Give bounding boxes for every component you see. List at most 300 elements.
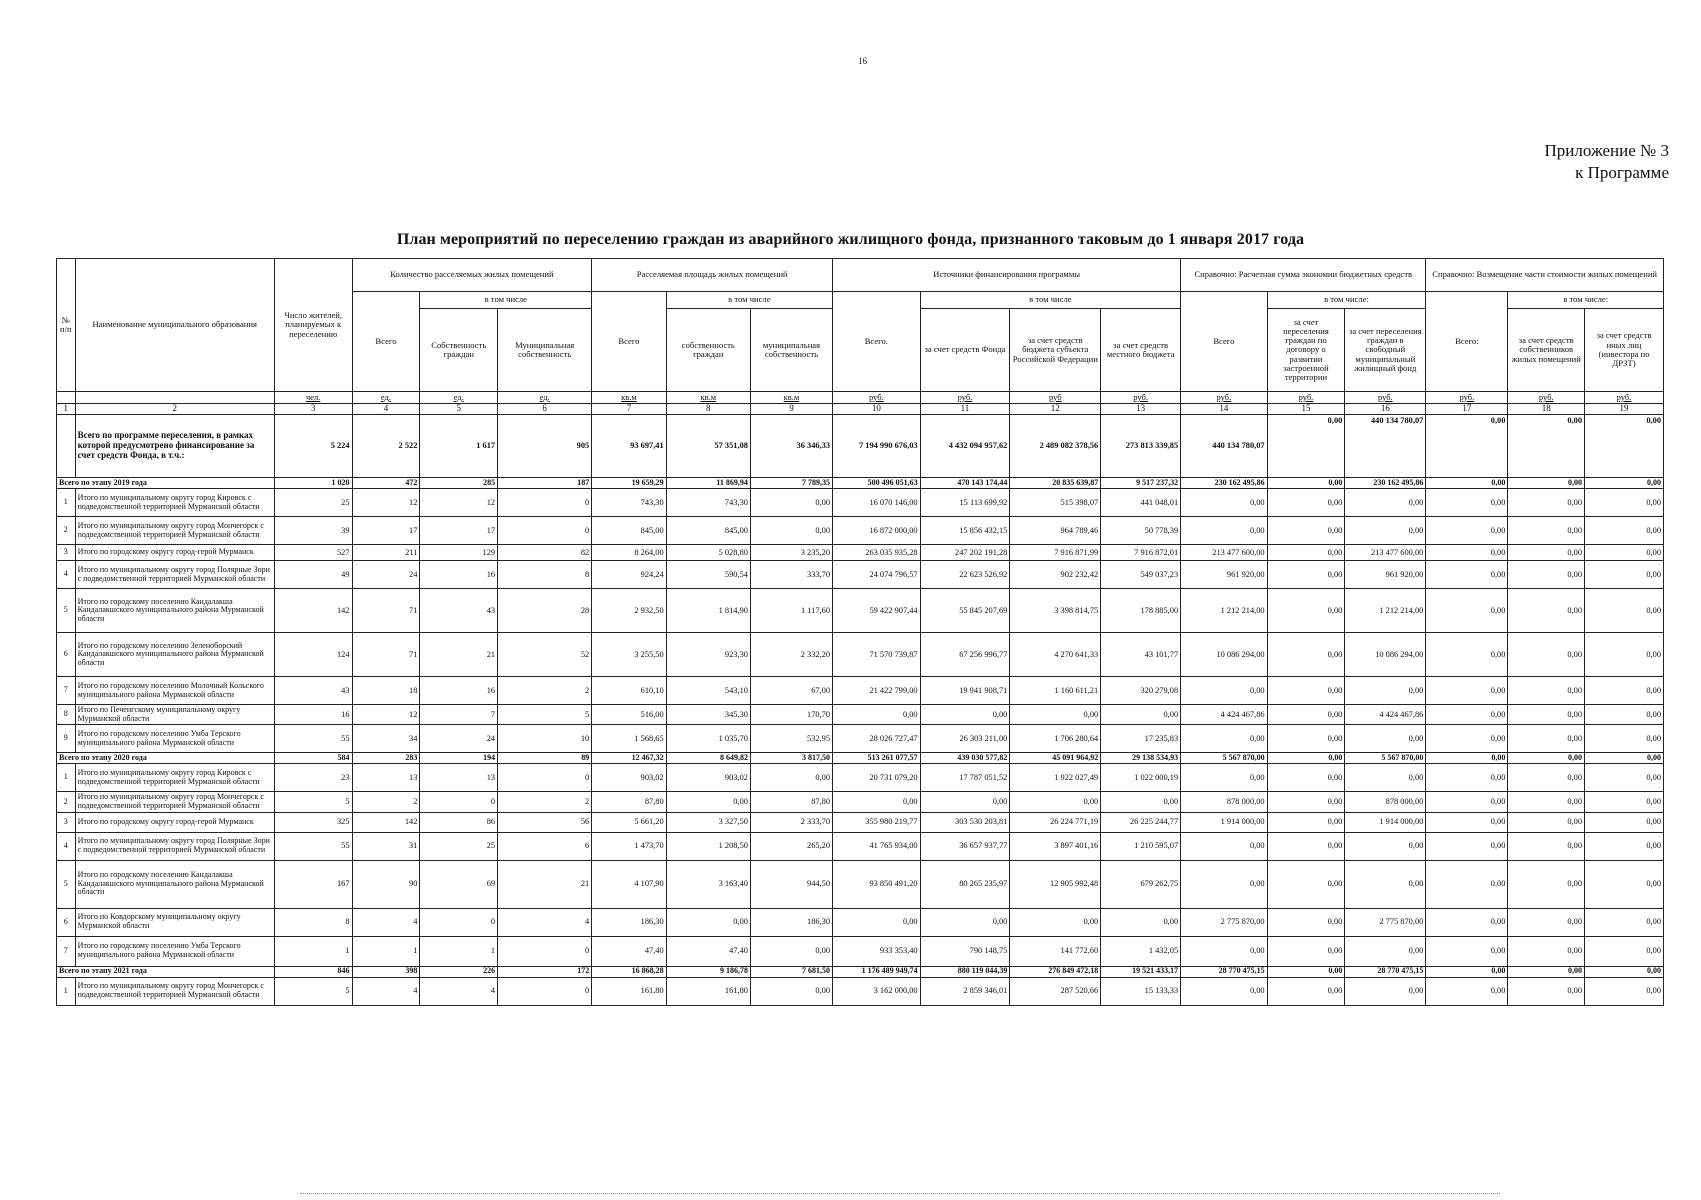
value-cell: 0,00 <box>1508 977 1585 1005</box>
value-cell: 1 160 611,21 <box>1010 677 1101 705</box>
header-refund-total: Всего: <box>1426 292 1508 392</box>
value-cell: 515 398,07 <box>1010 489 1101 517</box>
municipality-name: Итого по муниципальному округу город Мончегорск с подведомственной территорией Мурманской области <box>75 792 274 812</box>
value-cell: 303 530 203,81 <box>920 812 1010 832</box>
value-cell: 0,00 <box>1426 832 1508 860</box>
value-cell: 3 162 000,00 <box>833 977 921 1005</box>
value-cell: 333,70 <box>750 561 832 589</box>
value-cell: 0,00 <box>1181 489 1267 517</box>
value-cell: 21 <box>420 633 498 677</box>
value-cell: 1 212 214,00 <box>1345 589 1426 633</box>
table-body <box>57 415 1664 1006</box>
value-cell: 0,00 <box>1181 764 1267 792</box>
value-cell: 1 706 280,64 <box>1010 725 1101 753</box>
value-cell: 12 467,32 <box>592 753 666 764</box>
value-cell: 12 <box>420 489 498 517</box>
value-cell: 87,80 <box>750 792 832 812</box>
value-cell: 0,00 <box>1585 860 1664 908</box>
value-cell: 80 265 235,97 <box>920 860 1010 908</box>
row-index: 7 <box>57 936 76 966</box>
value-cell: 846 <box>274 966 352 977</box>
value-cell: 0,00 <box>1508 415 1585 478</box>
unit-cell: руб. <box>1345 392 1426 404</box>
value-cell: 0,00 <box>1508 753 1585 764</box>
value-cell: 4 424 467,86 <box>1181 705 1267 725</box>
value-cell: 41 765 934,00 <box>833 832 921 860</box>
value-cell: 172 <box>498 966 592 977</box>
value-cell: 2 489 082 378,56 <box>1010 415 1101 478</box>
value-cell: 743,30 <box>666 489 750 517</box>
column-number: 5 <box>420 404 498 415</box>
value-cell: 211 <box>352 545 420 561</box>
value-cell: 8 649,82 <box>666 753 750 764</box>
value-cell: 923,30 <box>666 633 750 677</box>
municipality-name: Итого по городскому округу город-герой Мурманск <box>75 545 274 561</box>
unit-cell: руб. <box>920 392 1010 404</box>
value-cell: 4 424 467,86 <box>1345 705 1426 725</box>
value-cell: 0,00 <box>750 517 832 545</box>
value-cell: 34 <box>352 725 420 753</box>
unit-cell: руб. <box>1101 392 1181 404</box>
value-cell: 10 086 294,00 <box>1181 633 1267 677</box>
value-cell: 1 914 000,00 <box>1345 812 1426 832</box>
value-cell: 8 264,00 <box>592 545 666 561</box>
header-refund-owners: за счет средств собственников жилых помещений <box>1508 309 1585 392</box>
value-cell: 213 477 600,00 <box>1181 545 1267 561</box>
value-cell: 28 <box>498 589 592 633</box>
value-cell: 0,00 <box>1010 908 1101 936</box>
appendix-line-1: Приложение № 3 <box>1544 141 1669 160</box>
value-cell: 878 000,00 <box>1345 792 1426 812</box>
value-cell: 743,30 <box>592 489 666 517</box>
value-cell: 16 868,28 <box>592 966 666 977</box>
value-cell: 0,00 <box>1267 545 1345 561</box>
value-cell: 24 074 796,57 <box>833 561 921 589</box>
value-cell: 0,00 <box>1426 977 1508 1005</box>
stage-total-row <box>57 966 1664 977</box>
row-index: 4 <box>57 561 76 589</box>
value-cell: 0,00 <box>1508 936 1585 966</box>
value-cell: 2 775 870,00 <box>1181 908 1267 936</box>
column-number: 14 <box>1181 404 1267 415</box>
value-cell: 7 789,35 <box>750 478 832 489</box>
grand-total-row <box>57 415 1664 478</box>
column-number: 19 <box>1585 404 1664 415</box>
value-cell: 5 661,20 <box>592 812 666 832</box>
value-cell: 0,00 <box>1267 725 1345 753</box>
column-number: 16 <box>1345 404 1426 415</box>
value-cell: 0 <box>420 908 498 936</box>
value-cell: 15 856 432,15 <box>920 517 1010 545</box>
value-cell: 7 681,50 <box>750 966 832 977</box>
header-econ-total: Всего <box>1181 292 1267 392</box>
value-cell: 265,20 <box>750 832 832 860</box>
header-econ-dev: за счет переселения граждан по договору о развитии застроенной территории <box>1267 309 1345 392</box>
table-row <box>57 908 1664 936</box>
value-cell: 25 <box>420 832 498 860</box>
value-cell: 19 521 433,17 <box>1101 966 1181 977</box>
appendix-label <box>1545 140 1669 184</box>
value-cell: 71 <box>352 633 420 677</box>
value-cell: 0,00 <box>1267 415 1345 478</box>
value-cell: 93 697,41 <box>592 415 666 478</box>
document-title: План мероприятий по переселению граждан из аварийного жилищного фонда, признанного таковым до 1 января 2017 года <box>396 231 1305 248</box>
value-cell: 964 789,46 <box>1010 517 1101 545</box>
value-cell: 247 202 191,28 <box>920 545 1010 561</box>
value-cell: 0,00 <box>1181 832 1267 860</box>
value-cell: 1 <box>352 936 420 966</box>
header-no: № п/п <box>57 259 76 392</box>
value-cell: 0,00 <box>1508 812 1585 832</box>
value-cell: 21 422 799,00 <box>833 677 921 705</box>
value-cell: 0,00 <box>1585 589 1664 633</box>
value-cell: 71 <box>352 589 420 633</box>
value-cell: 3 327,50 <box>666 812 750 832</box>
header-area-incl: в том числе <box>666 292 832 309</box>
row-index: 6 <box>57 633 76 677</box>
header-group-refund: Справочно: Возмещение части стоимости жилых помещений <box>1426 259 1664 292</box>
value-cell: 1 568,65 <box>592 725 666 753</box>
value-cell: 0,00 <box>1267 478 1345 489</box>
value-cell: 845,00 <box>592 517 666 545</box>
value-cell: 7 <box>420 705 498 725</box>
value-cell: 0,00 <box>1181 677 1267 705</box>
municipality-name: Итого по городскому поселению Зеленоборский Кандалакшского муниципального района Мурманской области <box>75 633 274 677</box>
value-cell: 0,00 <box>1426 966 1508 977</box>
value-cell: 0,00 <box>1101 705 1181 725</box>
value-cell: 0,00 <box>1267 977 1345 1005</box>
value-cell: 10 <box>498 725 592 753</box>
value-cell: 0,00 <box>1426 753 1508 764</box>
value-cell: 1 020 <box>274 478 352 489</box>
value-cell: 4 432 094 957,62 <box>920 415 1010 478</box>
municipality-name: Всего по программе переселения, в рамках которой предусмотрено финансирование за счет средств Фонда, в т.ч.: <box>75 415 274 478</box>
column-number: 9 <box>750 404 832 415</box>
units-row <box>57 392 1664 404</box>
row-index: 2 <box>57 792 76 812</box>
value-cell: 0,00 <box>1345 977 1426 1005</box>
value-cell: 500 496 051,63 <box>833 478 921 489</box>
value-cell: 0,00 <box>1345 764 1426 792</box>
value-cell: 1 022 000,19 <box>1101 764 1181 792</box>
table-row <box>57 764 1664 792</box>
value-cell: 1 176 489 949,74 <box>833 966 921 977</box>
value-cell: 7 194 990 676,03 <box>833 415 921 478</box>
header-group-count: Количество расселяемых жилых помещений <box>352 259 592 292</box>
stage-total-row <box>57 753 1664 764</box>
value-cell: 3 398 814,75 <box>1010 589 1101 633</box>
column-number: 1 <box>57 404 76 415</box>
value-cell: 2 <box>352 792 420 812</box>
value-cell: 0,00 <box>1585 489 1664 517</box>
value-cell: 55 845 207,69 <box>920 589 1010 633</box>
value-cell: 226 <box>420 966 498 977</box>
value-cell: 440 134 780,07 <box>1345 415 1426 478</box>
value-cell: 0,00 <box>833 908 921 936</box>
value-cell: 5 567 870,00 <box>1181 753 1267 764</box>
value-cell: 5 224 <box>274 415 352 478</box>
value-cell: 4 <box>420 977 498 1005</box>
value-cell: 0,00 <box>1267 517 1345 545</box>
value-cell: 0,00 <box>1267 860 1345 908</box>
table-row <box>57 633 1664 677</box>
value-cell: 0,00 <box>1508 517 1585 545</box>
value-cell: 36 346,33 <box>750 415 832 478</box>
value-cell: 13 <box>420 764 498 792</box>
column-number: 7 <box>592 404 666 415</box>
value-cell: 0,00 <box>1267 705 1345 725</box>
value-cell: 0,00 <box>1585 545 1664 561</box>
value-cell: 178 885,00 <box>1101 589 1181 633</box>
value-cell: 0,00 <box>666 792 750 812</box>
value-cell: 230 162 495,86 <box>1345 478 1426 489</box>
value-cell: 93 850 491,20 <box>833 860 921 908</box>
value-cell: 584 <box>274 753 352 764</box>
value-cell: 129 <box>420 545 498 561</box>
value-cell: 39 <box>274 517 352 545</box>
value-cell: 0,00 <box>1181 725 1267 753</box>
value-cell: 16 <box>420 677 498 705</box>
stage-name: Всего по этапу 2020 года <box>57 753 275 764</box>
value-cell: 2 932,50 <box>592 589 666 633</box>
value-cell: 0,00 <box>1508 705 1585 725</box>
municipality-name: Итого по муниципальному округу город Полярные Зори с подведомственной территорией Мурманской области <box>75 561 274 589</box>
value-cell: 902 232,42 <box>1010 561 1101 589</box>
row-index: 2 <box>57 517 76 545</box>
row-index: 9 <box>57 725 76 753</box>
municipality-name: Итого по городскому поселению Кандалакша Кандалакшского муниципального района Мурманской области <box>75 589 274 633</box>
value-cell: 16 872 000,00 <box>833 517 921 545</box>
value-cell: 55 <box>274 725 352 753</box>
municipality-name: Итого по муниципальному округу город Кировск с подведомственной территорией Мурманской области <box>75 489 274 517</box>
municipality-name: Итого по городскому поселению Умба Терского муниципального района Мурманской области <box>75 725 274 753</box>
value-cell: 0,00 <box>1426 705 1508 725</box>
value-cell: 52 <box>498 633 592 677</box>
value-cell: 470 143 174,44 <box>920 478 1010 489</box>
value-cell: 4 <box>352 977 420 1005</box>
value-cell: 0,00 <box>1508 545 1585 561</box>
value-cell: 87,80 <box>592 792 666 812</box>
row-index: 3 <box>57 812 76 832</box>
value-cell: 0,00 <box>920 908 1010 936</box>
value-cell: 8 <box>274 908 352 936</box>
value-cell: 7 916 872,01 <box>1101 545 1181 561</box>
value-cell: 16 070 146,00 <box>833 489 921 517</box>
value-cell: 167 <box>274 860 352 908</box>
row-index: 4 <box>57 832 76 860</box>
value-cell: 12 <box>352 489 420 517</box>
column-number: 2 <box>75 404 274 415</box>
value-cell: 0,00 <box>1508 860 1585 908</box>
value-cell: 5 <box>274 792 352 812</box>
row-index <box>57 415 76 478</box>
value-cell: 141 772,60 <box>1010 936 1101 966</box>
value-cell: 0,00 <box>1585 764 1664 792</box>
value-cell: 0,00 <box>1267 633 1345 677</box>
header-local-budget: за счет средств местного бюджета <box>1101 309 1181 392</box>
value-cell: 905 <box>498 415 592 478</box>
value-cell: 0,00 <box>833 705 921 725</box>
value-cell: 0,00 <box>1426 545 1508 561</box>
header-fin-total: Всего. <box>833 292 921 392</box>
value-cell: 543,10 <box>666 677 750 705</box>
value-cell: 0,00 <box>1508 832 1585 860</box>
value-cell: 0,00 <box>1585 705 1664 725</box>
unit-cell: руб. <box>1267 392 1345 404</box>
value-cell: 3 897 401,16 <box>1010 832 1101 860</box>
value-cell: 355 980 219,77 <box>833 812 921 832</box>
value-cell: 55 <box>274 832 352 860</box>
municipality-name: Итого по муниципальному округу город Мончегорск с подведомственной территорией Мурманской области <box>75 977 274 1005</box>
value-cell: 17 <box>420 517 498 545</box>
row-index: 1 <box>57 764 76 792</box>
value-cell: 0,00 <box>1426 764 1508 792</box>
unit-cell: чел. <box>274 392 352 404</box>
header-municipal: Муниципальная собственность <box>498 309 592 392</box>
value-cell: 0 <box>498 977 592 1005</box>
value-cell: 0,00 <box>1101 908 1181 936</box>
value-cell: 283 <box>352 753 420 764</box>
value-cell: 26 224 771,19 <box>1010 812 1101 832</box>
value-cell: 0,00 <box>1585 812 1664 832</box>
table-row <box>57 792 1664 812</box>
value-cell: 213 477 600,00 <box>1345 545 1426 561</box>
value-cell: 0,00 <box>1345 725 1426 753</box>
value-cell: 69 <box>420 860 498 908</box>
value-cell: 0,00 <box>1426 677 1508 705</box>
value-cell: 276 849 472,18 <box>1010 966 1101 977</box>
header-residents: Число жителей, планируемых к переселению <box>274 259 352 392</box>
value-cell: 0,00 <box>1181 517 1267 545</box>
value-cell: 1 473,70 <box>592 832 666 860</box>
value-cell: 0,00 <box>1010 705 1101 725</box>
table-row <box>57 725 1664 753</box>
row-index: 5 <box>57 860 76 908</box>
value-cell: 142 <box>352 812 420 832</box>
value-cell: 17 235,83 <box>1101 725 1181 753</box>
value-cell: 0,00 <box>1585 725 1664 753</box>
value-cell: 5 <box>274 977 352 1005</box>
column-number: 10 <box>833 404 921 415</box>
value-cell: 0,00 <box>1267 936 1345 966</box>
value-cell: 17 787 051,52 <box>920 764 1010 792</box>
value-cell: 878 000,00 <box>1181 792 1267 812</box>
value-cell: 50 778,39 <box>1101 517 1181 545</box>
value-cell: 1 117,60 <box>750 589 832 633</box>
value-cell: 0,00 <box>666 908 750 936</box>
value-cell: 2 333,70 <box>750 812 832 832</box>
value-cell: 0,00 <box>1426 478 1508 489</box>
value-cell: 2 522 <box>352 415 420 478</box>
value-cell: 0,00 <box>1345 832 1426 860</box>
header-econ-incl: в том числе: <box>1267 292 1426 309</box>
table-row <box>57 936 1664 966</box>
value-cell: 0,00 <box>1426 812 1508 832</box>
municipality-name: Итого по Ковдорскому муниципальному округу Мурманской области <box>75 908 274 936</box>
column-number: 4 <box>352 404 420 415</box>
value-cell: 90 <box>352 860 420 908</box>
header-area-municipal: муниципальная собственность <box>750 309 832 392</box>
value-cell: 2 <box>498 677 592 705</box>
value-cell: 961 920,00 <box>1181 561 1267 589</box>
value-cell: 441 048,01 <box>1101 489 1181 517</box>
column-number: 3 <box>274 404 352 415</box>
value-cell: 36 657 937,77 <box>920 832 1010 860</box>
value-cell: 0,00 <box>1426 725 1508 753</box>
value-cell: 0,00 <box>1585 966 1664 977</box>
value-cell: 0,00 <box>1426 489 1508 517</box>
header-area-own: собственность граждан <box>666 309 750 392</box>
value-cell: 0,00 <box>1585 977 1664 1005</box>
value-cell: 186,30 <box>592 908 666 936</box>
value-cell: 0,00 <box>1345 860 1426 908</box>
value-cell: 5 567 870,00 <box>1345 753 1426 764</box>
value-cell: 287 520,66 <box>1010 977 1101 1005</box>
value-cell: 59 422 907,44 <box>833 589 921 633</box>
resettlement-plan-table <box>56 258 1664 1006</box>
stage-total-row <box>57 478 1664 489</box>
value-cell: 17 <box>352 517 420 545</box>
table-row <box>57 545 1664 561</box>
row-index: 1 <box>57 977 76 1005</box>
municipality-name: Итого по муниципальному округу город Полярные Зори с подведомственной территорией Мурманской области <box>75 832 274 860</box>
value-cell: 0,00 <box>1267 589 1345 633</box>
value-cell: 0,00 <box>1585 753 1664 764</box>
value-cell: 0,00 <box>1508 908 1585 936</box>
header-count-total: Всего <box>352 292 420 392</box>
value-cell: 25 <box>274 489 352 517</box>
value-cell: 43 <box>420 589 498 633</box>
row-index: 5 <box>57 589 76 633</box>
value-cell: 28 770 475,15 <box>1181 966 1267 977</box>
value-cell: 0 <box>498 489 592 517</box>
value-cell: 67 256 996,77 <box>920 633 1010 677</box>
value-cell: 3 255,50 <box>592 633 666 677</box>
value-cell: 15 113 699,92 <box>920 489 1010 517</box>
value-cell: 903,02 <box>666 764 750 792</box>
column-number: 8 <box>666 404 750 415</box>
value-cell: 67,00 <box>750 677 832 705</box>
value-cell: 0,00 <box>1426 860 1508 908</box>
header-group-financing: Источники финансирования программы <box>833 259 1181 292</box>
value-cell: 0,00 <box>1508 792 1585 812</box>
value-cell: 31 <box>352 832 420 860</box>
value-cell: 1 <box>274 936 352 966</box>
column-number: 13 <box>1101 404 1181 415</box>
header-refund-other: за счет средств иных лиц (инвестора по ДРЗТ) <box>1585 309 1664 392</box>
value-cell: 0,00 <box>1585 832 1664 860</box>
value-cell: 6 <box>498 832 592 860</box>
value-cell: 439 030 577,82 <box>920 753 1010 764</box>
value-cell: 71 570 739,87 <box>833 633 921 677</box>
unit-cell: кв.м <box>666 392 750 404</box>
value-cell: 161,80 <box>666 977 750 1005</box>
value-cell: 2 <box>498 792 592 812</box>
header-count-incl: в том числе <box>420 292 592 309</box>
value-cell: 1 914 000,00 <box>1181 812 1267 832</box>
table-row <box>57 860 1664 908</box>
value-cell: 0,00 <box>1508 561 1585 589</box>
value-cell: 0,00 <box>1585 792 1664 812</box>
value-cell: 0,00 <box>1585 561 1664 589</box>
column-number: 6 <box>498 404 592 415</box>
value-cell: 4 <box>352 908 420 936</box>
value-cell: 0,00 <box>1508 478 1585 489</box>
value-cell: 1 035,70 <box>666 725 750 753</box>
row-index: 1 <box>57 489 76 517</box>
value-cell: 944,50 <box>750 860 832 908</box>
value-cell: 0,00 <box>750 764 832 792</box>
